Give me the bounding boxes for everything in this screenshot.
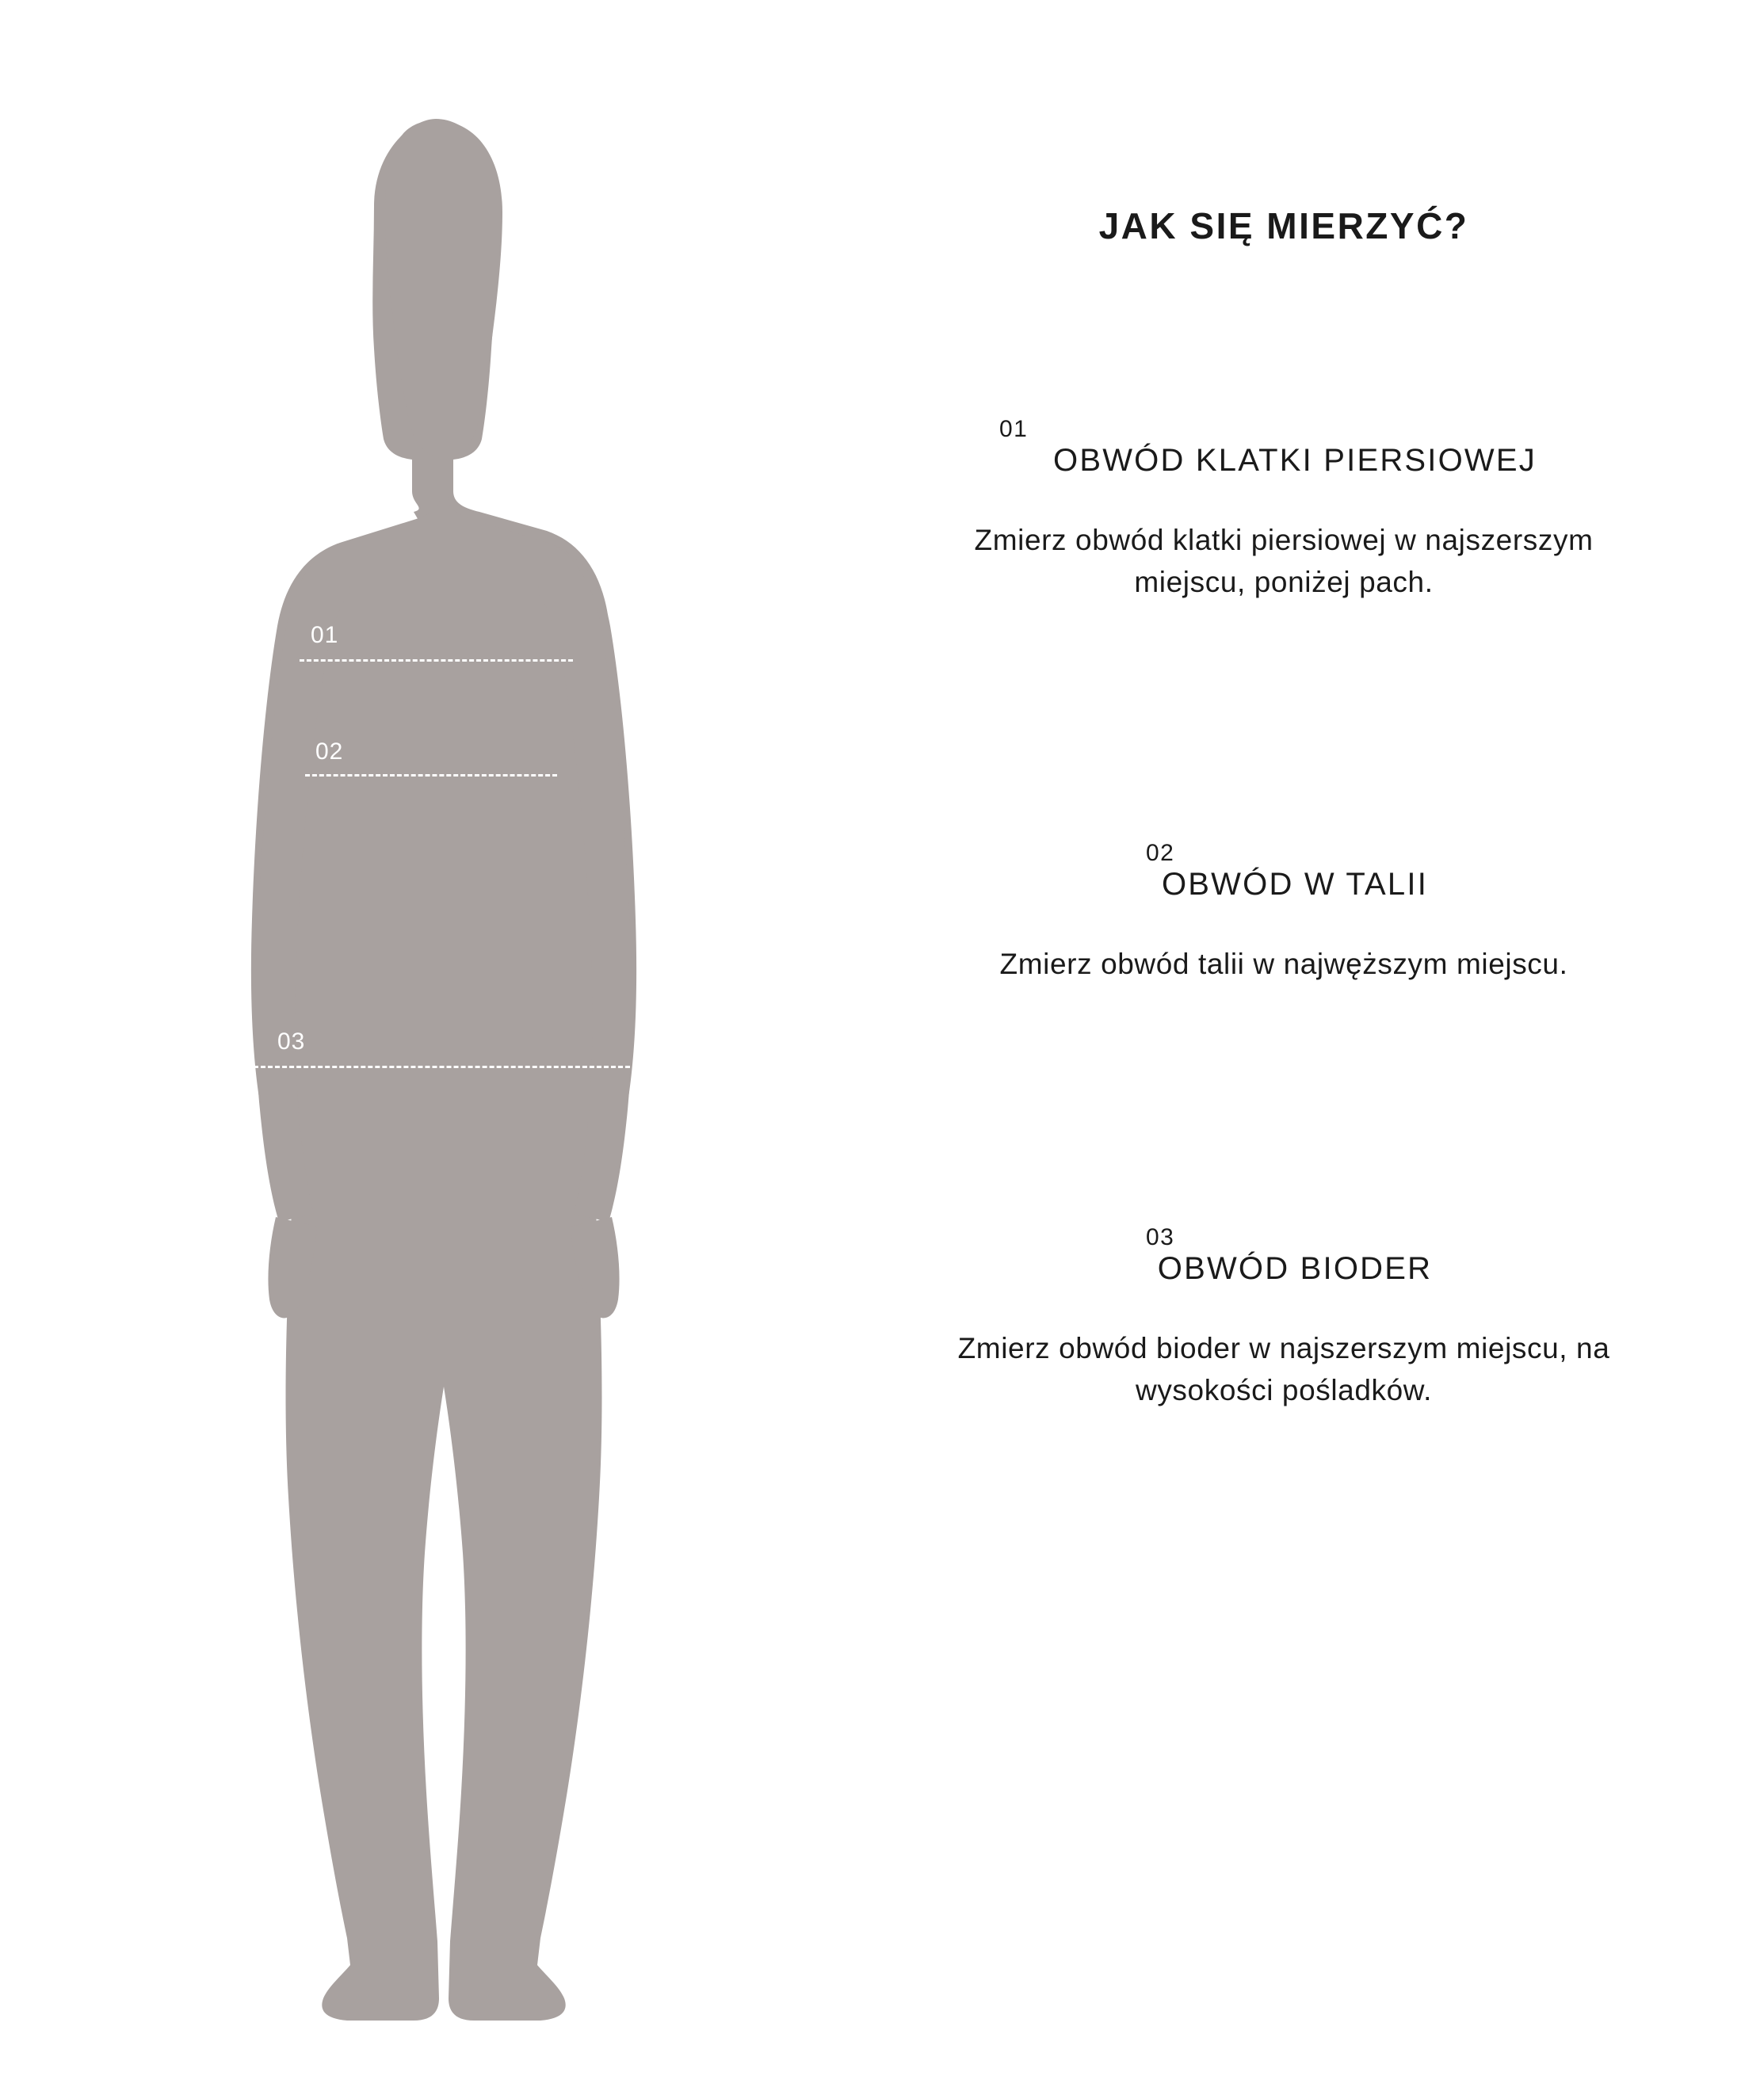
page-title: JAK SIĘ MIERZYĆ? (1098, 205, 1469, 246)
chest-measure-label: 01 (311, 622, 339, 648)
step-number-03: 03 (1146, 1224, 1175, 1250)
step-block-03 (935, 1224, 1632, 1411)
instructions-column (935, 0, 1764, 2095)
step-description-02: Zmierz obwód talii w najwęższym miejscu. (999, 948, 1568, 980)
step-block-02 (935, 840, 1632, 986)
hips-measure-label: 03 (277, 1028, 306, 1055)
step-title-01: OBWÓD KLATKI PIERSIOWEJ (1053, 443, 1537, 478)
step-description-03: Zmierz obwód bioder w najszerszym miejscu, na wysokości pośladków. (957, 1332, 1610, 1406)
step-block-01 (935, 416, 1632, 603)
female-silhouette-illustration (174, 119, 682, 2044)
step-title-03: OBWÓD BIODER (1157, 1251, 1433, 1286)
hips-measure-line (254, 1066, 630, 1068)
step-description-01: Zmierz obwód klatki piersiowej w najszerszym miejscu, poniżej pach. (974, 524, 1594, 598)
waist-measure-label: 02 (315, 738, 344, 765)
chest-measure-line (300, 659, 573, 662)
step-title-02: OBWÓD W TALII (1161, 867, 1429, 902)
waist-measure-line (305, 774, 557, 777)
step-number-02: 02 (1146, 840, 1175, 866)
step-number-01: 01 (999, 416, 1029, 442)
